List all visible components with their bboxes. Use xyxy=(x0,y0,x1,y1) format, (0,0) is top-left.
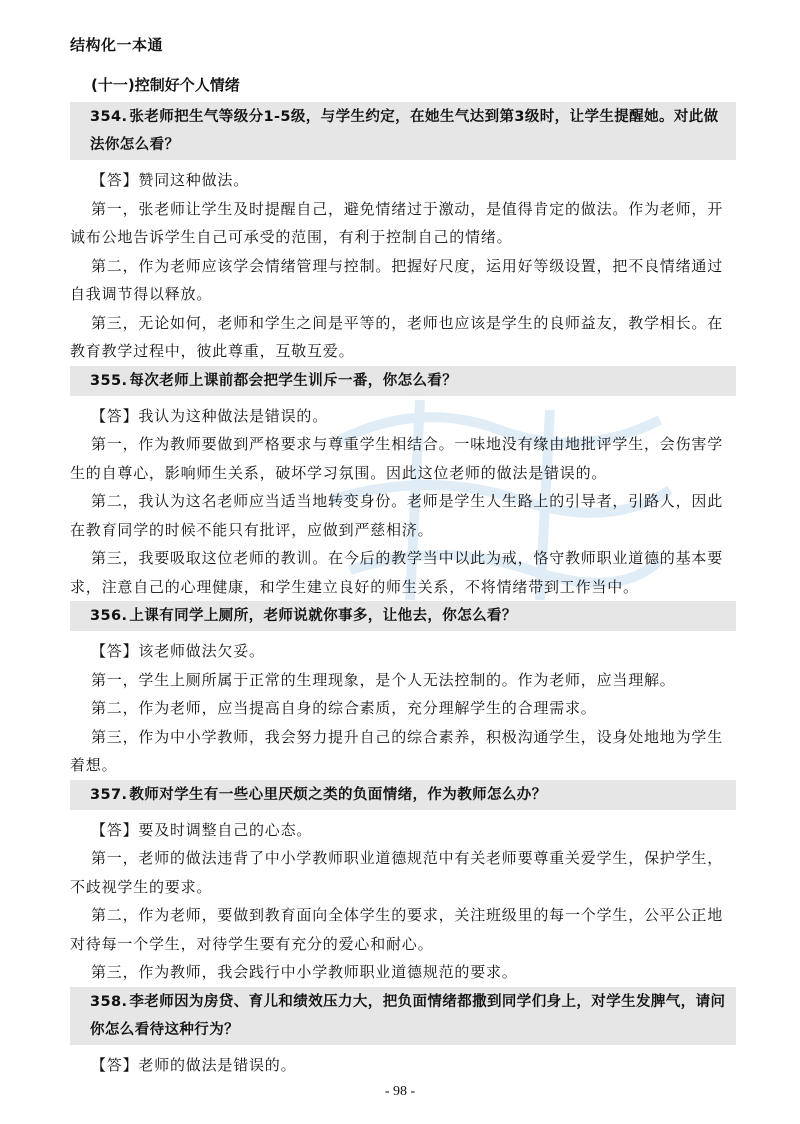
answer-point: 第三，无论如何，老师和学生之间是平等的，老师也应该是学生的良师益友，教学相长。在教育教学过程中，彼此尊重，互敬互爱。 xyxy=(70,313,724,360)
qa-block-356 xyxy=(70,601,736,780)
answer-point: 第一，学生上厕所属于正常的生理现象，是个人无法控制的。作为老师，应当理解。 xyxy=(91,670,676,689)
answer-summary xyxy=(70,166,736,195)
qa-block-355 xyxy=(70,366,736,602)
answer-point: 第三，作为中小学教师，我会努力提升自己的综合素养，积极沟通学生，设身处地地为学生着想。 xyxy=(70,727,724,774)
document-header: 结构化一本通 xyxy=(70,36,164,54)
question-355 xyxy=(70,366,736,396)
answer-summary xyxy=(70,637,736,666)
question-number: 356. xyxy=(90,608,128,624)
question-text: 张老师把生气等级分1-5级，与学生约定，在她生气达到第3级时，让学生提醒她。对此做法你怎么看？ xyxy=(90,109,719,153)
answer-point: 第二，作为老师，要做到教育面向全体学生的要求，关注班级里的每一个学生，公平公正地对待每一个学生，对待学生要有充分的爱心和耐心。 xyxy=(70,906,724,953)
answer-point: 第二，我认为这名老师应当适当地转变身份。老师是学生人生路上的引导者，引路人，因此在教育同学的时候不能只有批评，应做到严慈相济。 xyxy=(70,492,724,539)
answer-label: 【答】 xyxy=(91,171,139,189)
question-354 xyxy=(70,102,736,160)
answer-text: 要及时调整自己的心态。 xyxy=(138,820,313,839)
qa-block-358 xyxy=(70,987,736,1080)
question-number: 358. xyxy=(90,993,128,1010)
answer-point: 第二，作为老师，应当提高自身的综合素质，充分理解学生的合理需求。 xyxy=(91,699,597,717)
question-text: 教师对学生有一些心里厌烦之类的负面情绪，作为教师怎么办？ xyxy=(129,786,547,803)
question-356 xyxy=(70,601,736,631)
answer-summary xyxy=(70,816,736,845)
qa-block-354 xyxy=(70,102,736,366)
answer-summary xyxy=(70,1051,736,1080)
answer-label: 【答】 xyxy=(91,406,139,425)
question-text: 每次老师上课前都会把学生训斥一番，你怎么看？ xyxy=(129,372,458,389)
question-text: 李老师因为房贷、育儿和绩效压力大，把负面情绪都撒到同学们身上，对学生发脾气，请问你怎么看待这种行为？ xyxy=(90,993,726,1038)
answer-point: 第一，老师的做法违背了中小学教师职业道德规范中有关老师要尊重关爱学生，保护学生，不歧视学生的要求。 xyxy=(70,849,724,896)
answer-text: 赞同这种做法。 xyxy=(138,171,250,189)
qa-block-357 xyxy=(70,780,736,987)
answer-summary xyxy=(70,402,736,431)
question-number: 354. xyxy=(90,109,128,125)
answer-text: 该老师做法欠妥。 xyxy=(138,642,265,660)
question-358 xyxy=(70,987,736,1045)
answer-point: 第三，我要吸取这位老师的教训。在今后的教学当中以此为戒，恪守教师职业道德的基本要求，注意自己的心理健康，和学生建立良好的师生关系，不将情绪带到工作当中。 xyxy=(70,549,724,596)
section-title: (十一)控制好个人情绪 xyxy=(91,76,240,94)
answer-text: 老师的做法是错误的。 xyxy=(138,1055,297,1074)
page-number: - 98 - xyxy=(384,1084,416,1099)
answer-label: 【答】 xyxy=(91,820,139,839)
qa-content xyxy=(70,102,736,1079)
question-357 xyxy=(70,780,736,810)
answer-text: 我认为这种做法是错误的。 xyxy=(138,406,329,425)
question-number: 357. xyxy=(90,786,128,803)
question-number: 355. xyxy=(90,372,128,389)
answer-point: 第三，作为教师，我会践行中小学教师职业道德规范的要求。 xyxy=(91,963,518,981)
answer-label: 【答】 xyxy=(91,642,139,660)
answer-point: 第一，张老师让学生及时提醒自己，避免情绪过于激动，是值得肯定的做法。作为老师，开诚布公地告诉学生自己可承受的范围，有利于控制自己的情绪。 xyxy=(70,199,724,246)
answer-label: 【答】 xyxy=(91,1055,139,1074)
question-text: 上课有同学上厕所，老师说就你事多，让他去，你怎么看？ xyxy=(129,608,517,624)
answer-point: 第二，作为老师应该学会情绪管理与控制。把握好尺度，运用好等级设置，把不良情绪通过自我调节得以释放。 xyxy=(70,256,724,303)
answer-point: 第一，作为教师要做到严格要求与尊重学生相结合。一味地没有缘由地批评学生，会伤害学生的自尊心，影响师生关系，破坏学习氛围。因此这位老师的做法是错误的。 xyxy=(70,435,724,482)
